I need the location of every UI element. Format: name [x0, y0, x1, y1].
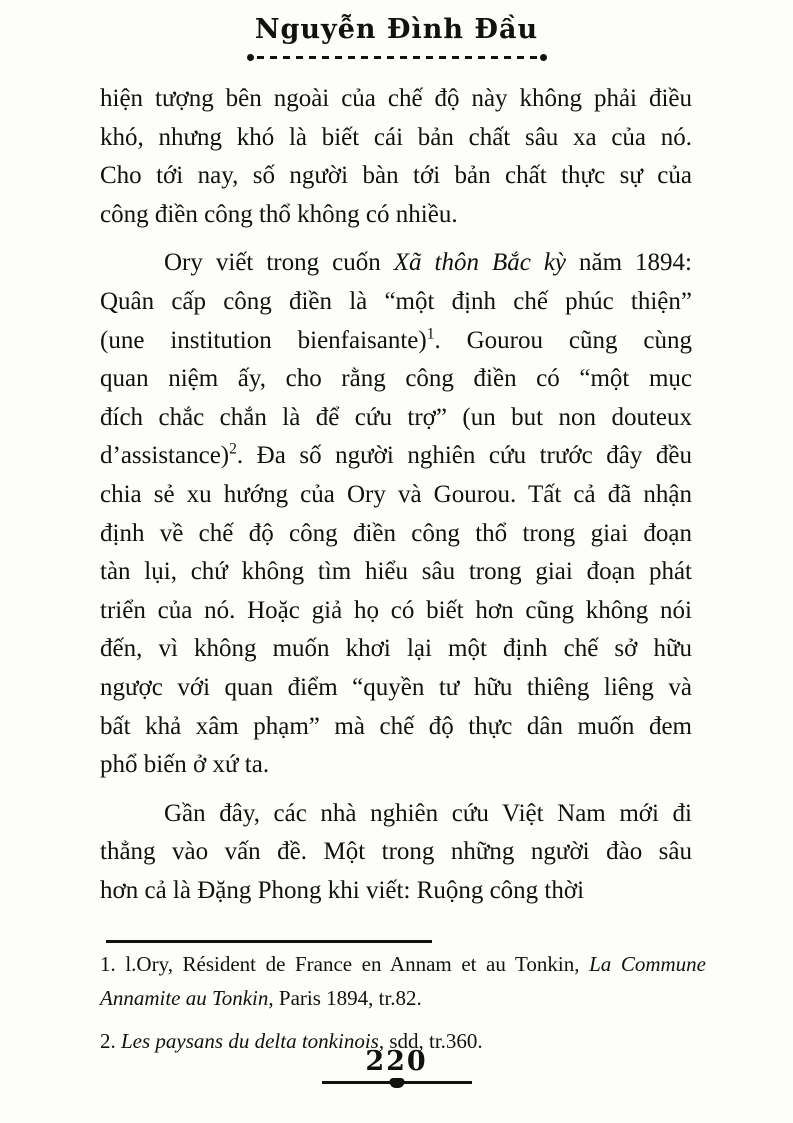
text-segment: phổ biến ở xứ ta.	[100, 751, 270, 779]
text-segment: , sdd, tr.360.	[378, 1029, 483, 1053]
text-line	[100, 244, 692, 283]
page-footer	[0, 1046, 793, 1084]
text-line	[100, 833, 692, 872]
text-segment: chia sẻ xu hướng của Ory và Gourou. Tất cả đã nhận	[100, 480, 692, 508]
text-line	[100, 157, 692, 196]
text-segment: 1. l.Ory, Résident de France en Annam et au Tonkin,	[100, 952, 590, 976]
text-line	[100, 476, 692, 515]
text-line	[100, 322, 692, 361]
text-line	[100, 795, 692, 834]
text-segment: ngược với quan điểm “quyền tư hữu thiêng liêng và	[100, 673, 692, 701]
text-segment: đến, vì không muốn khơi lại một định chế sở hữu	[100, 635, 692, 663]
text-line	[100, 708, 692, 747]
text-segment: bất khả xâm phạm” mà chế độ thực dân muốn đem	[100, 712, 692, 740]
text-line	[100, 399, 692, 438]
footer-rule	[322, 1081, 472, 1084]
text-segment: 2.	[100, 1029, 121, 1053]
running-head-author: Nguyễn Đình Đầu	[254, 14, 539, 45]
text-segment: Gần đây, các nhà nghiên cứu Việt Nam mới đi	[164, 799, 692, 827]
footnote-divider	[106, 940, 432, 943]
text-segment: . Gourou cũng cùng	[434, 326, 692, 354]
page-header	[0, 14, 793, 61]
text-segment: công điền công thổ không có nhiều.	[100, 200, 458, 228]
paragraph	[100, 80, 692, 234]
text-line	[100, 553, 692, 592]
text-line	[100, 872, 692, 911]
text-line	[100, 746, 692, 785]
text-segment: đích chắc chắn là để cứu trợ” (un but non douteux	[100, 403, 692, 431]
text-line	[100, 437, 692, 476]
text-line	[100, 592, 692, 631]
divider-end-dot-right	[540, 54, 547, 61]
footnote-reference: 2	[229, 441, 237, 459]
text-line	[100, 515, 692, 554]
text-segment: (une institution bienfaisante)	[100, 326, 427, 354]
text-segment: triển của nó. Hoặc giả họ có biết hơn cũng không nói	[100, 596, 692, 624]
text-segment: . Đa số người nghiên cứu trước đây đều	[236, 442, 692, 470]
text-segment: hơn cả là Đặng Phong khi viết: Ruộng công thời	[100, 876, 585, 904]
text-segment: hiện tượng bên ngoài của chế độ này không phải điều	[100, 85, 692, 112]
text-segment: , Paris 1894, tr.82.	[268, 985, 422, 1010]
text-line	[100, 669, 692, 708]
footnote-line	[100, 982, 706, 1016]
paragraph	[100, 795, 692, 911]
text-line	[100, 119, 692, 158]
fn	[100, 948, 706, 1015]
paragraph	[100, 244, 692, 784]
text-segment: tàn lụi, chứ không tìm hiểu sâu trong giai đoạn phát	[100, 558, 692, 586]
text-segment: Ory viết trong cuốn	[164, 249, 394, 277]
header-divider	[247, 54, 547, 61]
text-segment: Quân cấp công điền là “một định chế phúc thiện”	[100, 287, 692, 315]
body-text	[100, 80, 692, 910]
text-segment: khó, nhưng khó là biết cái bản chất sâu xa của nó.	[100, 123, 692, 151]
page-ornament	[389, 1078, 404, 1088]
italic-text: Xã thôn Bắc kỳ	[393, 249, 567, 277]
divider-dashes	[257, 56, 537, 59]
text-segment: định về chế độ công điền công thổ trong giai đoạn	[100, 519, 692, 547]
text-line	[100, 80, 692, 119]
text-line	[100, 196, 692, 235]
footnotes	[100, 948, 706, 1059]
italic-text: Annamite au Tonkin	[100, 985, 269, 1010]
text-segment: d’assistance)	[100, 442, 230, 470]
text-segment: năm 1894:	[566, 249, 692, 277]
text-line	[100, 283, 692, 322]
text-segment: Cho tới nay, số người bàn tới bản chất thực sự của	[100, 162, 692, 190]
footnote-reference: 1	[426, 325, 435, 343]
text-segment: quan niệm ấy, cho rằng công điền có “một mục	[100, 365, 692, 393]
text-line	[100, 360, 692, 399]
page-number: 220	[365, 1046, 428, 1077]
italic-text: La Commune	[589, 952, 706, 976]
italic-text: Les paysans du delta tonkinois	[121, 1029, 379, 1053]
divider-end-dot-left	[247, 54, 254, 61]
text-segment: thẳng vào vấn đề. Một trong những người đào sâu	[100, 838, 692, 866]
text-line	[100, 630, 692, 669]
footnote-line	[100, 948, 706, 982]
